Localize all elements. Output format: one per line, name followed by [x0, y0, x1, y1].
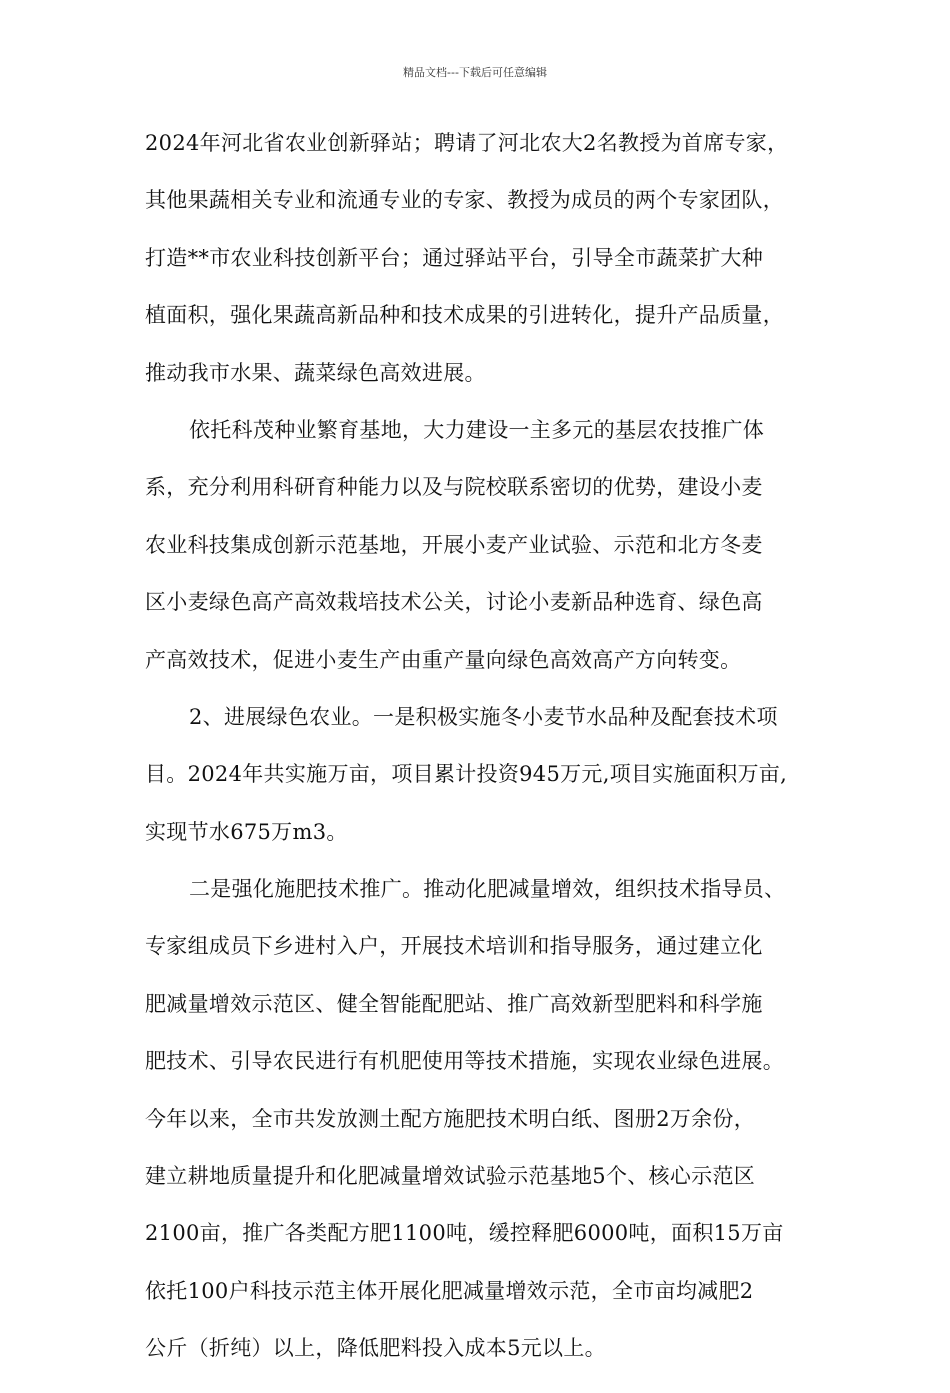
paragraph-first-line: 2、进展绿色农业。一是积极实施冬小麦节水品种及配套技术项: [189, 704, 778, 729]
text-line: 专家组成员下乡进村入户，开展技术培训和指导服务，通过建立化: [145, 934, 763, 959]
text-line: 肥技术、引导农民进行有机肥使用等技术措施，实现农业绿色进展。: [145, 1049, 784, 1074]
text-line: 今年以来，全市共发放测土配方施肥技术明白纸、图册2万余份，: [145, 1106, 756, 1131]
document-body: [145, 130, 825, 1393]
page-header: 精品文档---下载后可任意编辑: [403, 66, 547, 79]
text-line: 实现节水675万m3。: [145, 819, 348, 844]
text-line: 农业科技集成创新示范基地，开展小麦产业试验、示范和北方冬麦: [145, 532, 763, 557]
text-line: 依托100户科技示范主体开展化肥减量增效示范，全市亩均减肥2: [145, 1278, 754, 1303]
text-line: 2100亩，推广各类配方肥1100吨，缓控释肥6000吨，面积15万亩: [145, 1221, 784, 1246]
text-line: 植面积，强化果蔬高新品种和技术成果的引进转化，提升产品质量，: [145, 303, 784, 328]
text-line: 系，充分利用科研育种能力以及与院校联系密切的优势，建设小麦: [145, 475, 763, 500]
paragraph-first-line: 二是强化施肥技术推广。推动化肥减量增效，组织技术指导员、: [189, 877, 786, 902]
text-line: 建立耕地质量提升和化肥减量增效试验示范基地5个、核心示范区: [145, 1164, 756, 1189]
text-line: 区小麦绿色高产高效栽培技术公关，讨论小麦新品种选育、绿色高: [145, 590, 763, 615]
text-line: 推动我市水果、蔬菜绿色高效进展。: [145, 360, 486, 385]
text-line: 公斤（折纯）以上，降低肥料投入成本5元以上。: [145, 1336, 606, 1361]
text-line: 目。2024年共实施万亩，项目累计投资945万元,项目实施面积万亩,: [145, 762, 788, 787]
text-line: 其他果蔬相关专业和流通专业的专家、教授为成员的两个专家团队，: [145, 188, 784, 213]
text-line: 肥减量增效示范区、健全智能配肥站、推广高效新型肥料和科学施: [145, 991, 763, 1016]
text-line: 2024年河北省农业创新驿站；聘请了河北农大2名教授为首席专家，: [145, 131, 789, 155]
paragraph-first-line: 依托科茂种业繁育基地，大力建设一主多元的基层农技推广体: [189, 417, 765, 442]
text-line: 打造**市农业科技创新平台；通过驿站平台，引导全市蔬菜扩大种: [145, 245, 763, 270]
text-line: 产高效技术，促进小麦生产由重产量向绿色高效高产方向转变。: [145, 647, 742, 672]
